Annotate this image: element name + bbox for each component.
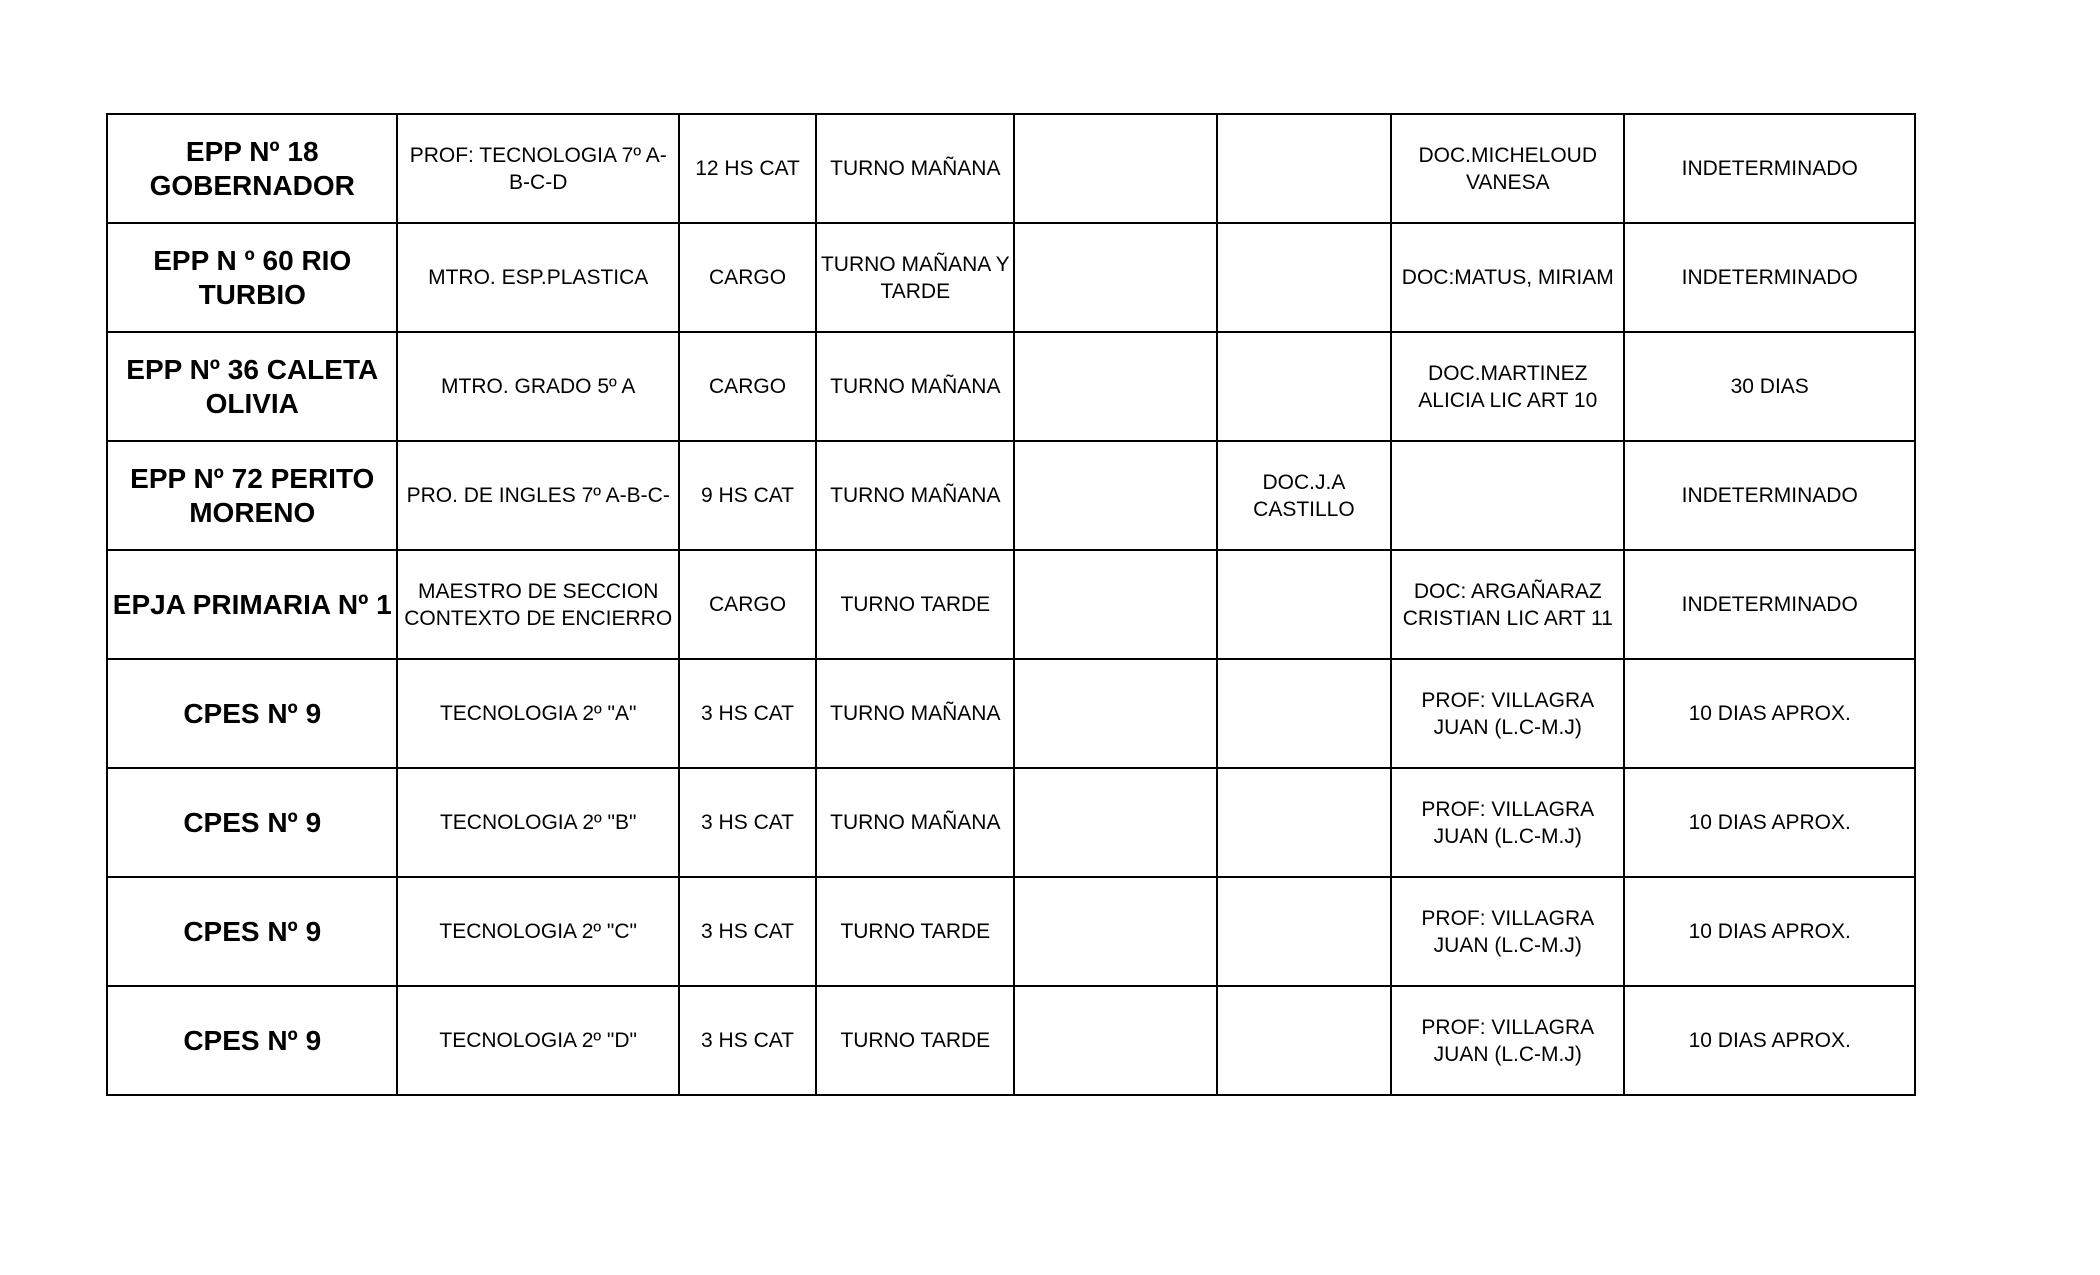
shift-cell: TURNO MAÑANA Y TARDE bbox=[816, 223, 1014, 332]
blank-cell bbox=[1014, 114, 1216, 223]
position-cell: TECNOLOGIA 2º "B" bbox=[397, 768, 678, 877]
replacement-cell bbox=[1217, 332, 1391, 441]
replacement-cell bbox=[1217, 223, 1391, 332]
school-cell: EPP N º 60 RIO TURBIO bbox=[107, 223, 397, 332]
position-cell: MTRO. ESP.PLASTICA bbox=[397, 223, 678, 332]
hours-cell: 3 HS CAT bbox=[679, 877, 816, 986]
table-row bbox=[107, 550, 1915, 659]
position-cell: MAESTRO DE SECCION CONTEXTO DE ENCIERRO bbox=[397, 550, 678, 659]
duration-cell: 30 DIAS bbox=[1624, 332, 1915, 441]
table-row bbox=[107, 441, 1915, 550]
hours-cell: 3 HS CAT bbox=[679, 986, 816, 1095]
school-cell: EPP Nº 72 PERITO MORENO bbox=[107, 441, 397, 550]
shift-cell: TURNO MAÑANA bbox=[816, 114, 1014, 223]
school-cell: CPES Nº 9 bbox=[107, 877, 397, 986]
replacement-cell bbox=[1217, 877, 1391, 986]
table-row bbox=[107, 223, 1915, 332]
school-cell: EPP Nº 36 CALETA OLIVIA bbox=[107, 332, 397, 441]
shift-cell: TURNO MAÑANA bbox=[816, 659, 1014, 768]
hours-cell: 12 HS CAT bbox=[679, 114, 816, 223]
holder-cell: DOC:MATUS, MIRIAM bbox=[1391, 223, 1624, 332]
school-cell: EPJA PRIMARIA Nº 1 bbox=[107, 550, 397, 659]
vacancy-table bbox=[106, 113, 1916, 1096]
blank-cell bbox=[1014, 223, 1216, 332]
table-row bbox=[107, 986, 1915, 1095]
duration-cell: 10 DIAS APROX. bbox=[1624, 877, 1915, 986]
hours-cell: CARGO bbox=[679, 550, 816, 659]
replacement-cell bbox=[1217, 114, 1391, 223]
holder-cell: DOC.MICHELOUD VANESA bbox=[1391, 114, 1624, 223]
duration-cell: 10 DIAS APROX. bbox=[1624, 768, 1915, 877]
replacement-cell bbox=[1217, 659, 1391, 768]
table-row bbox=[107, 768, 1915, 877]
duration-cell: INDETERMINADO bbox=[1624, 223, 1915, 332]
blank-cell bbox=[1014, 550, 1216, 659]
duration-cell: INDETERMINADO bbox=[1624, 114, 1915, 223]
hours-cell: 3 HS CAT bbox=[679, 768, 816, 877]
position-cell: TECNOLOGIA 2º "D" bbox=[397, 986, 678, 1095]
replacement-cell: DOC.J.A CASTILLO bbox=[1217, 441, 1391, 550]
holder-cell: PROF: VILLAGRA JUAN (L.C-M.J) bbox=[1391, 986, 1624, 1095]
blank-cell bbox=[1014, 768, 1216, 877]
duration-cell: 10 DIAS APROX. bbox=[1624, 659, 1915, 768]
table-row bbox=[107, 332, 1915, 441]
duration-cell: INDETERMINADO bbox=[1624, 550, 1915, 659]
holder-cell: PROF: VILLAGRA JUAN (L.C-M.J) bbox=[1391, 659, 1624, 768]
table-body bbox=[107, 114, 1915, 1095]
table-row bbox=[107, 659, 1915, 768]
holder-cell: DOC: ARGAÑARAZ CRISTIAN LIC ART 11 bbox=[1391, 550, 1624, 659]
school-cell: EPP Nº 18 GOBERNADOR bbox=[107, 114, 397, 223]
blank-cell bbox=[1014, 441, 1216, 550]
shift-cell: TURNO MAÑANA bbox=[816, 332, 1014, 441]
school-cell: CPES Nº 9 bbox=[107, 768, 397, 877]
holder-cell: PROF: VILLAGRA JUAN (L.C-M.J) bbox=[1391, 877, 1624, 986]
table-row bbox=[107, 877, 1915, 986]
shift-cell: TURNO MAÑANA bbox=[816, 768, 1014, 877]
shift-cell: TURNO TARDE bbox=[816, 550, 1014, 659]
hours-cell: 9 HS CAT bbox=[679, 441, 816, 550]
holder-cell: PROF: VILLAGRA JUAN (L.C-M.J) bbox=[1391, 768, 1624, 877]
holder-cell bbox=[1391, 441, 1624, 550]
replacement-cell bbox=[1217, 768, 1391, 877]
shift-cell: TURNO TARDE bbox=[816, 877, 1014, 986]
position-cell: TECNOLOGIA 2º "A" bbox=[397, 659, 678, 768]
shift-cell: TURNO TARDE bbox=[816, 986, 1014, 1095]
holder-cell: DOC.MARTINEZ ALICIA LIC ART 10 bbox=[1391, 332, 1624, 441]
blank-cell bbox=[1014, 986, 1216, 1095]
hours-cell: CARGO bbox=[679, 332, 816, 441]
blank-cell bbox=[1014, 332, 1216, 441]
blank-cell bbox=[1014, 659, 1216, 768]
hours-cell: CARGO bbox=[679, 223, 816, 332]
position-cell: MTRO. GRADO 5º A bbox=[397, 332, 678, 441]
school-cell: CPES Nº 9 bbox=[107, 659, 397, 768]
duration-cell: INDETERMINADO bbox=[1624, 441, 1915, 550]
blank-cell bbox=[1014, 877, 1216, 986]
duration-cell: 10 DIAS APROX. bbox=[1624, 986, 1915, 1095]
table-row bbox=[107, 114, 1915, 223]
hours-cell: 3 HS CAT bbox=[679, 659, 816, 768]
position-cell: PRO. DE INGLES 7º A-B-C- bbox=[397, 441, 678, 550]
school-cell: CPES Nº 9 bbox=[107, 986, 397, 1095]
position-cell: PROF: TECNOLOGIA 7º A-B-C-D bbox=[397, 114, 678, 223]
replacement-cell bbox=[1217, 986, 1391, 1095]
shift-cell: TURNO MAÑANA bbox=[816, 441, 1014, 550]
replacement-cell bbox=[1217, 550, 1391, 659]
position-cell: TECNOLOGIA 2º "C" bbox=[397, 877, 678, 986]
